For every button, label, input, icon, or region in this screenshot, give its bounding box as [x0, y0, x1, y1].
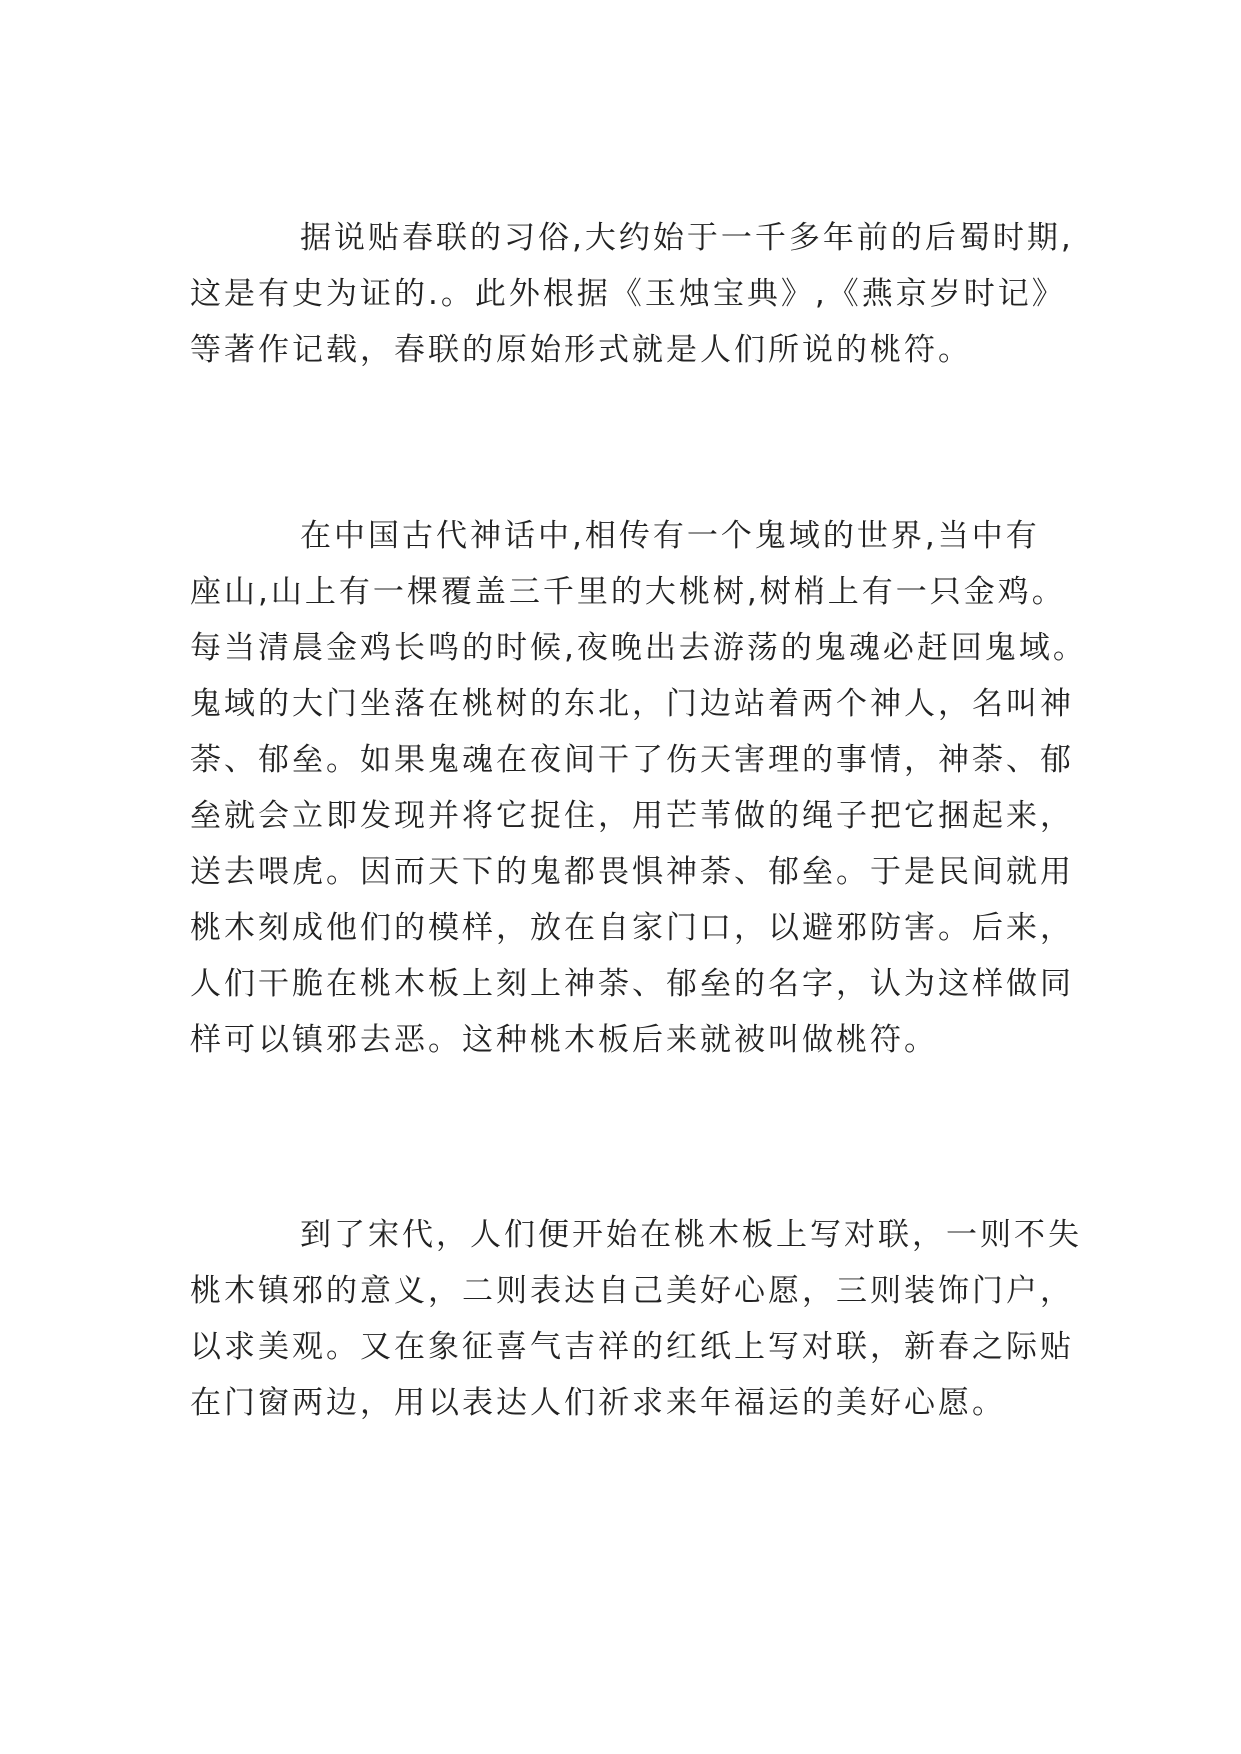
paragraph-line: 垒就会立即发现并将它捉住，用芒苇做的绳子把它捆起来， [190, 798, 1074, 834]
paragraph-line: 到了宋代，人们便开始在桃木板上写对联，一则不失 [300, 1217, 1082, 1253]
paragraph-line: 桃木刻成他们的模样，放在自家门口，以避邪防害。后来， [190, 910, 1074, 946]
paragraph-line: 人们干脆在桃木板上刻上神荼、郁垒的名字，认为这样做同 [190, 966, 1074, 1002]
paragraph-line: 鬼域的大门坐落在桃树的东北，门边站着两个神人，名叫神 [190, 686, 1074, 722]
paragraph-line: 桃木镇邪的意义，二则表达自己美好心愿，三则装饰门户， [190, 1273, 1074, 1309]
paragraph-line: 每当清晨金鸡长鸣的时候,夜晚出去游荡的鬼魂必赶回鬼域。 [190, 630, 1087, 666]
paragraph-spring-couplet-origin [190, 210, 1080, 378]
paragraph-line: 据说贴春联的习俗,大约始于一千多年前的后蜀时期, [300, 220, 1074, 256]
paragraph-line: 送去喂虎。因而天下的鬼都畏惧神荼、郁垒。于是民间就用 [190, 854, 1074, 890]
paragraph-line: 在中国古代神话中,相传有一个鬼域的世界,当中有 [300, 518, 1040, 554]
paragraph-line: 座山,山上有一棵覆盖三千里的大桃树,树梢上有一只金鸡。 [190, 574, 1066, 610]
paragraph-line: 样可以镇邪去恶。这种桃木板后来就被叫做桃符。 [190, 1022, 938, 1058]
paragraph-line: 在门窗两边，用以表达人们祈求来年福运的美好心愿。 [190, 1385, 1006, 1421]
paragraph-line: 以求美观。又在象征喜气吉祥的红纸上写对联，新春之际贴 [190, 1329, 1074, 1365]
paragraph-line: 等著作记载，春联的原始形式就是人们所说的桃符。 [190, 332, 972, 368]
paragraph-song-dynasty [190, 1207, 1080, 1431]
paragraph-line: 荼、郁垒。如果鬼魂在夜间干了伤天害理的事情，神荼、郁 [190, 742, 1074, 778]
paragraph-mythology [190, 508, 1087, 1068]
paragraph-line: 这是有史为证的.。此外根据《玉烛宝典》,《燕京岁时记》 [190, 276, 1066, 312]
